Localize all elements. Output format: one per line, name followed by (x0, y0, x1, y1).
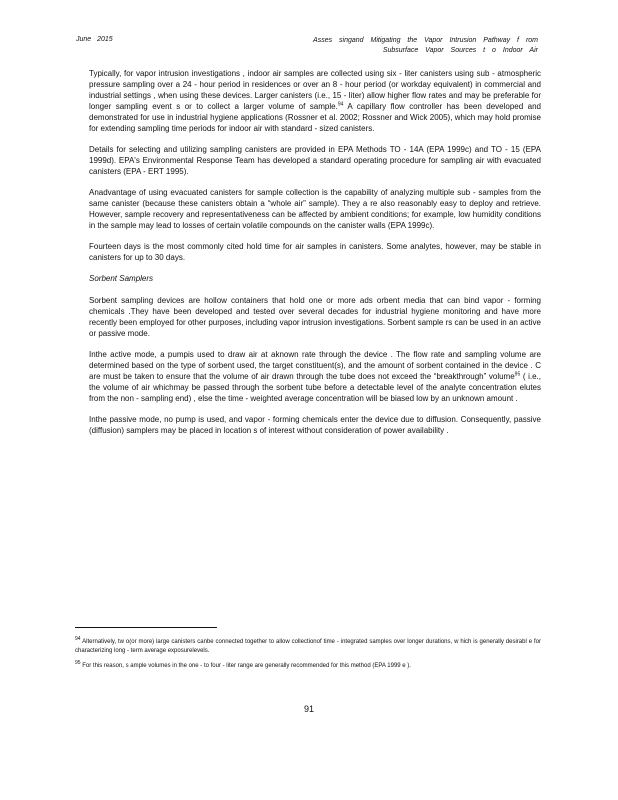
footnote-ref-95: 95 (514, 371, 521, 378)
footnote-text: Alternatively, tw o(or more) large canisters canbe connected together to allow collectionof time - integrated samples over longer durations, w hich is generally desirabl e for characterizing long - term average exposurelevels. (75, 639, 541, 654)
paragraph-text: A capillary flow controller has been developed and demonstrated for use in industrial hygiene applications (Rossner et al. 2002; Rossner and Wick 2005), which may hold promise for extending sampling time periods for indoor air with standard - sized canisters. (89, 102, 542, 133)
footnotes (75, 638, 541, 677)
paragraph-canister-methods: Details for selecting and utilizing sampling canisters are provided in EPA Methods TO - 14A (EPA 1999c) and TO - 15 (EPA 1999d). EPA's Environmental Response Team has developed a standard operating procedure for sampling air with evacuated canisters (EPA - ERT 1995). (89, 145, 541, 176)
paragraph-hold-time: Fourteen days is the most commonly cited hold time for air samples in canisters. Some analytes, however, may be stable in canisters for up to 30 days. (89, 242, 541, 262)
paragraph-text: Typically, for vapor intrusion investigations , indoor air samples are collected using six - liter canisters using sub - atmospheric pressure sampling over a 24 - hour period in residences or over an 8 - hour period (or workday equivalent) in commercial and industrial settings , when using these devices. Larger canisters (i.e., 15 - liter) allow higher flow rates and may be preferable for longer sampling event s or to collect a larger volume of sample. (89, 69, 541, 111)
footnote-94 (75, 638, 541, 656)
footnote-mark-94: 94 (75, 636, 81, 642)
header-title-line1: Asses singand Mitigating the Vapor Intrusion Pathway f rom (313, 37, 538, 44)
main-body (89, 68, 541, 446)
footnote-divider (75, 627, 217, 628)
page-number: 91 (303, 704, 314, 714)
paragraph-sorbent-devices: Sorbent sampling devices are hollow containers that hold one or more ads orbent media that can bind vapor - forming chemicals .They have been developed and tested over several decades for industrial hygiene monitoring and have more recently been employed for other purposes, including vapor intrusion investigations. Sorbent sample rs can be used in an active or passive mode. (89, 296, 541, 338)
paragraph-canisters-intro (89, 68, 541, 134)
paragraph-canister-advantage: Anadvantage of using evacuated canisters for sample collection is the capability of analyzing multiple sub - samples from the same canister (because these canisters obtain a “whole air” sample). They a re also reasonably easy to deploy and retrieve. However, sample recovery and representativeness can be affected by ambient conditions; for example, low humidity conditions in the sample may lead to losses of certain volatile compounds on the canister walls (EPA 1999c). (89, 188, 541, 230)
footnote-95 (75, 662, 541, 671)
header-title-line2: Subsurface Vapor Sources t o Indoor Air (382, 47, 538, 54)
footnote-mark-95: 95 (75, 660, 81, 666)
paragraph-active-mode (89, 349, 541, 404)
header-date: June 2015 (76, 36, 113, 43)
footnote-ref-94: 94 (337, 101, 344, 108)
paragraph-text: ( i.e., the volume of air whichmay be passed through the sorbent tube before a detectable level of the analyte concentration elutes from the non - sampling end) , else the time - weighted average concentration will be biased low by an unknown amount . (89, 372, 542, 403)
header-title (238, 36, 538, 56)
paragraph-passive-mode: Inthe passive mode, no pump is used, and vapor - forming chemicals enter the device due to diffusion. Consequently, passive (diffusion) samplers may be placed in location s of interest without consideration of power availability . (89, 415, 541, 435)
subheading-sorbent-samplers: Sorbent Samplers (89, 274, 154, 283)
footnote-text: For this reason, s ample volumes in the one - to four - liter range are generally recommended for this method (EPA 1999 e ). (82, 663, 411, 669)
paragraph-text: Inthe active mode, a pumpis used to draw air at aknown rate through the device . The flow rate and sampling volume are determined based on the type of sorbent used, the target constituent(s), and the amount of sorbent contained in the device . C are must be taken to ensure that the volume of air drawn through the tube does not exceed the “breakthrough” volume (89, 350, 541, 381)
